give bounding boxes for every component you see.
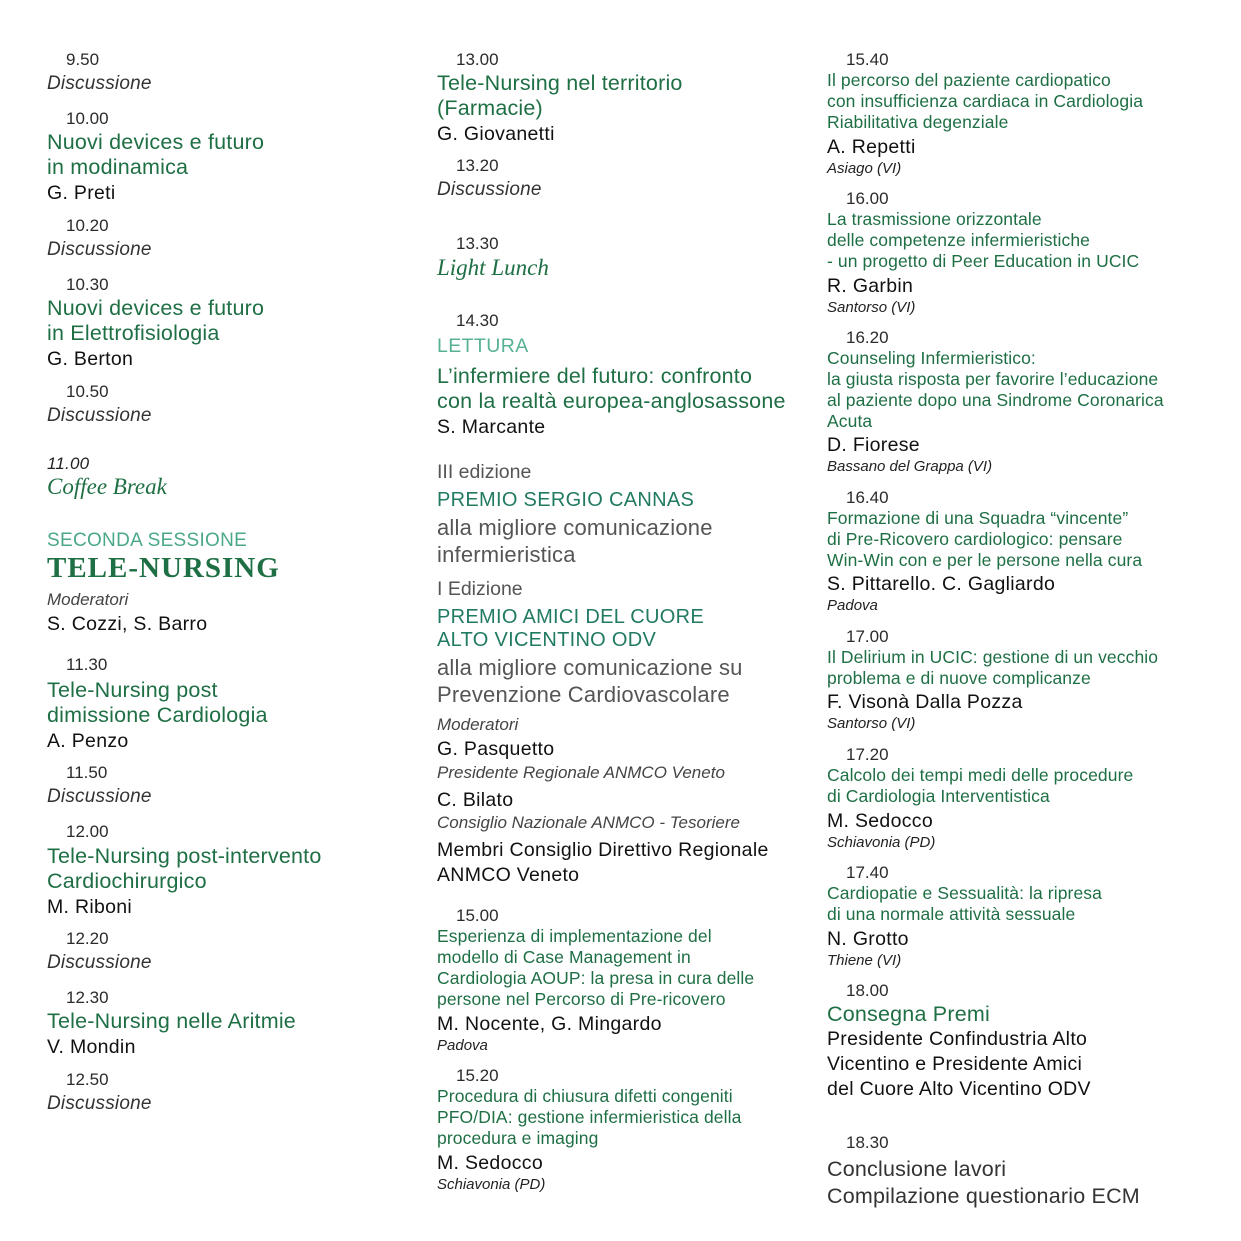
talk-title-line: Nuovi devices e futuro	[47, 130, 265, 154]
speaker-name: A. Penzo	[47, 730, 129, 752]
speaker-name: V. Mondin	[47, 1036, 136, 1058]
speaker-location: Padova	[827, 597, 878, 614]
time-slot: 13.30	[456, 234, 499, 253]
talk-title-line: Nuovi devices e futuro	[47, 296, 265, 320]
lettura-label: LETTURA	[437, 335, 529, 357]
talk-title-line: di Pre-Ricovero cardiologico: pensare	[827, 529, 1123, 549]
speaker-name: S. Pittarello. C. Gagliardo	[827, 573, 1056, 595]
talk-title-line: procedura e imaging	[437, 1128, 599, 1148]
talk-title: Tele-Nursing nelle Aritmie	[47, 1009, 296, 1033]
speaker-name: M. Nocente, G. Mingardo	[437, 1013, 662, 1035]
award-presenters	[827, 1027, 1091, 1102]
time-slot: 13.20	[456, 156, 499, 175]
discussion-label: Discussione	[47, 952, 152, 973]
closing-items	[827, 1156, 1140, 1210]
talk-title-line: Cardiologia AOUP: la presa in cura delle	[437, 968, 755, 988]
time-slot: 17.00	[846, 627, 889, 646]
time-slot: 15.40	[846, 50, 889, 69]
time-slot: 15.20	[456, 1066, 499, 1085]
talk-title	[827, 883, 1102, 925]
time-slot: 18.00	[846, 981, 889, 1000]
talk-title-line: in Elettrofisiologia	[47, 321, 220, 345]
talk-title	[827, 765, 1133, 807]
talk-title-line: Procedura di chiusura difetti congeniti	[437, 1086, 733, 1106]
time-slot: 15.00	[456, 906, 499, 925]
time-slot: 17.40	[846, 863, 889, 882]
talk-title-line: Formazione di una Squadra “vincente”	[827, 508, 1129, 528]
talk-title-line: con insufficienza cardiaca in Cardiologia	[827, 91, 1144, 111]
speaker-location: Santorso (VI)	[827, 299, 916, 316]
discussion-label: Discussione	[47, 405, 152, 426]
moderators-label: Moderatori	[437, 715, 519, 734]
moderators-names: S. Cozzi, S. Barro	[47, 613, 208, 635]
edition-label: I Edizione	[437, 578, 523, 600]
session-label: SECONDA SESSIONE	[47, 530, 248, 551]
moderator-role: Consiglio Nazionale ANMCO - Tesoriere	[437, 813, 740, 832]
time-slot: 16.40	[846, 488, 889, 507]
speaker-name: F. Visonà Dalla Pozza	[827, 691, 1023, 713]
moderator-group-line: Membri Consiglio Direttivo Regionale	[437, 839, 769, 861]
prize-description-line: alla migliore comunicazione su	[437, 655, 743, 680]
time-slot: 9.50	[66, 50, 100, 69]
speaker-location: Padova	[437, 1037, 488, 1054]
talk-title-line: Riabilitativa degenziale	[827, 112, 1009, 132]
talk-title-line: problema e di nuove complicanze	[827, 668, 1091, 688]
award-presenters-line: Presidente Confindustria Alto	[827, 1028, 1088, 1050]
talk-title-line: Acuta	[827, 411, 873, 431]
talk-title-line: con la realtà europea-anglosassone	[437, 389, 786, 413]
speaker-name: R. Garbin	[827, 275, 914, 297]
moderators-label: Moderatori	[47, 590, 129, 609]
time-slot: 11.00	[47, 454, 90, 473]
time-slot: 10.20	[66, 216, 109, 235]
moderator-role: Presidente Regionale ANMCO Veneto	[437, 763, 725, 782]
talk-title-line: Cardiochirurgico	[47, 869, 207, 893]
talk-title-line: Tele-Nursing post	[47, 678, 218, 702]
talk-title-line: La trasmissione orizzontale	[827, 209, 1042, 229]
time-slot: 10.00	[66, 109, 109, 128]
talk-title	[47, 678, 268, 728]
talk-title-line: Cardiopatie e Sessualità: la ripresa	[827, 883, 1102, 903]
talk-title	[47, 130, 264, 180]
speaker-location: Schiavonia (PD)	[827, 834, 936, 851]
speaker-location: Asiago (VI)	[827, 160, 902, 177]
talk-title-line: in modinamica	[47, 155, 189, 179]
talk-title	[437, 364, 786, 414]
speaker-location: Schiavonia (PD)	[437, 1176, 546, 1193]
talk-title-line: - un progetto di Peer Education in UCIC	[827, 251, 1140, 271]
talk-title-line: modello di Case Management in	[437, 947, 691, 967]
time-slot: 16.20	[846, 328, 889, 347]
time-slot: 14.30	[456, 311, 499, 330]
moderator-group-line: ANMCO Veneto	[437, 864, 580, 886]
talk-title-line: Calcolo dei tempi medi delle procedure	[827, 765, 1134, 785]
talk-title	[827, 70, 1143, 133]
prize-title-line: PREMIO AMICI DEL CUORE	[437, 606, 705, 628]
prize-description-line: alla migliore comunicazione	[437, 515, 713, 540]
talk-title: Consegna Premi	[827, 1002, 990, 1026]
time-slot: 11.50	[66, 763, 108, 782]
time-slot: 17.20	[846, 745, 889, 764]
discussion-label: Discussione	[47, 239, 152, 260]
speaker-name: G. Giovanetti	[437, 123, 555, 145]
time-slot: 12.20	[66, 929, 109, 948]
moderator-name: C. Bilato	[437, 789, 514, 811]
moderator-name: G. Pasquetto	[437, 738, 555, 760]
time-slot: 12.00	[66, 822, 109, 841]
speaker-name: N. Grotto	[827, 928, 909, 950]
award-presenters-line: Vicentino e Presidente Amici	[827, 1053, 1083, 1075]
discussion-label: Discussione	[47, 73, 152, 94]
prize-description	[437, 514, 713, 568]
talk-title	[827, 647, 1158, 689]
speaker-location: Bassano del Grappa (VI)	[827, 458, 993, 475]
prize-title-line: ALTO VICENTINO ODV	[437, 629, 657, 651]
talk-title	[47, 844, 321, 894]
closing-line: Conclusione lavori	[827, 1157, 1007, 1181]
speaker-name: A. Repetti	[827, 136, 916, 158]
time-slot: 13.00	[456, 50, 499, 69]
speaker-name: G. Berton	[47, 348, 134, 370]
talk-title-line: PFO/DIA: gestione infermieristica della	[437, 1107, 742, 1127]
prize-title	[437, 606, 704, 652]
talk-title-line: (Farmacie)	[437, 96, 543, 120]
talk-title	[437, 1086, 741, 1149]
prize-description-line: infermieristica	[437, 542, 576, 567]
moderator-group	[437, 838, 769, 888]
talk-title-line: di Cardiologia Interventistica	[827, 786, 1050, 806]
closing-line: Compilazione questionario ECM	[827, 1184, 1140, 1208]
talk-title-line: Win-Win con e per le persone nella cura	[827, 550, 1143, 570]
speaker-name: G. Preti	[47, 182, 116, 204]
speaker-name: M. Riboni	[47, 896, 133, 918]
prize-description-line: Prevenzione Cardiovascolare	[437, 682, 730, 707]
talk-title-line: Il Delirium in UCIC: gestione di un vecchio	[827, 647, 1159, 667]
talk-title-line: Esperienza di implementazione del	[437, 926, 712, 946]
speaker-name: S. Marcante	[437, 416, 546, 438]
talk-title-line: persone nel Percorso di Pre-ricovero	[437, 989, 726, 1009]
talk-title-line: Il percorso del paziente cardiopatico	[827, 70, 1111, 90]
talk-title	[827, 348, 1164, 432]
talk-title	[47, 296, 264, 346]
time-slot: 12.30	[66, 988, 109, 1007]
speaker-location: Thiene (VI)	[827, 952, 902, 969]
talk-title-line: dimissione Cardiologia	[47, 703, 268, 727]
talk-title-line: la giusta risposta per favorire l’educazione	[827, 369, 1159, 389]
time-slot: 16.00	[846, 189, 889, 208]
talk-title-line: Counseling Infermieristico:	[827, 348, 1036, 368]
discussion-label: Discussione	[47, 786, 152, 807]
prize-title: PREMIO SERGIO CANNAS	[437, 489, 695, 511]
time-slot: 10.30	[66, 275, 109, 294]
coffee-break-label: Coffee Break	[47, 474, 167, 499]
talk-title-line: delle competenze infermieristiche	[827, 230, 1091, 250]
talk-title-line: di una normale attività sessuale	[827, 904, 1076, 924]
time-slot: 10.50	[66, 382, 109, 401]
talk-title	[437, 71, 683, 121]
light-lunch-label: Light Lunch	[437, 255, 549, 280]
talk-title	[827, 209, 1139, 272]
discussion-label: Discussione	[437, 179, 542, 200]
speaker-name: D. Fiorese	[827, 434, 920, 456]
prize-description	[437, 654, 743, 708]
talk-title-line: Tele-Nursing nel territorio	[437, 71, 683, 95]
discussion-label: Discussione	[47, 1093, 152, 1114]
talk-title	[827, 508, 1142, 571]
speaker-name: M. Sedocco	[827, 810, 933, 832]
talk-title-line: al paziente dopo una Sindrome Coronarica	[827, 390, 1164, 410]
time-slot: 18.30	[846, 1133, 889, 1152]
speaker-location: Santorso (VI)	[827, 715, 916, 732]
time-slot: 11.30	[66, 655, 108, 674]
talk-title-line: L’infermiere del futuro: confronto	[437, 364, 753, 388]
award-presenters-line: del Cuore Alto Vicentino ODV	[827, 1078, 1091, 1100]
session-title: TELE-NURSING	[47, 552, 280, 584]
speaker-name: M. Sedocco	[437, 1152, 543, 1174]
time-slot: 12.50	[66, 1070, 109, 1089]
edition-label: III edizione	[437, 461, 532, 483]
talk-title	[437, 926, 754, 1010]
talk-title-line: Tele-Nursing post-intervento	[47, 844, 322, 868]
